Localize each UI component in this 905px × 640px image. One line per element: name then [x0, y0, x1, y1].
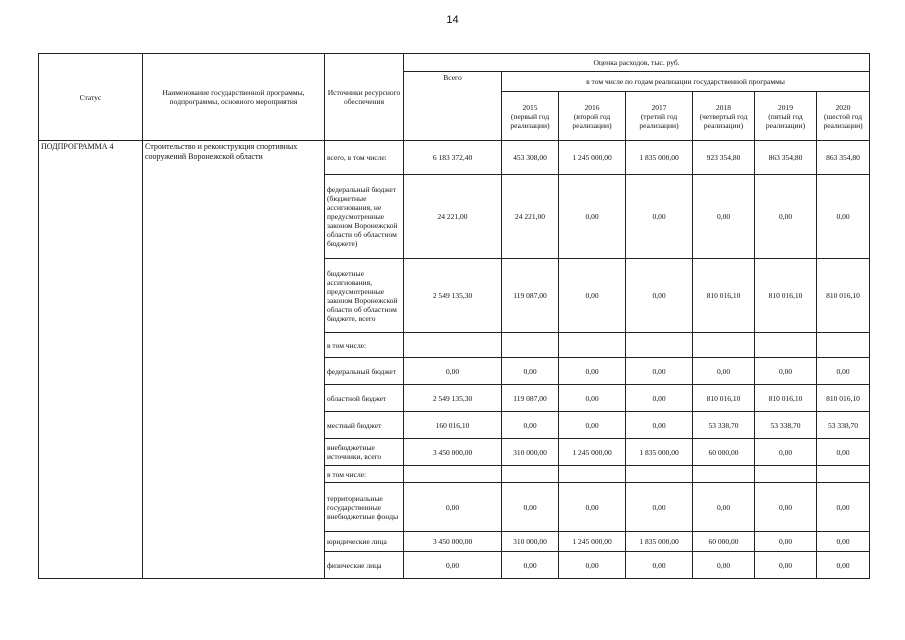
header-year-number: 2015 [522, 102, 538, 112]
value-cell-y2019: 810 016,10 [755, 385, 817, 412]
header-year-label: (второй год реализации) [572, 111, 612, 130]
source-cell: областной бюджет [325, 385, 404, 412]
value-cell-total: 2 549 135,30 [404, 259, 502, 333]
header-year-label: (четвертый год реализации) [699, 111, 748, 130]
program-status: ПОДПРОГРАММА 4 [39, 141, 143, 579]
value-cell-y2020: 0,00 [817, 532, 870, 552]
value-cell-y2017: 0,00 [626, 259, 693, 333]
value-cell-y2016 [559, 333, 626, 358]
value-cell-total [404, 466, 502, 483]
header-year-label: (первый год реализации) [510, 111, 550, 130]
value-cell-y2017: 1 835 000,00 [626, 141, 693, 175]
value-cell-y2015: 24 221,00 [502, 175, 559, 259]
value-cell-y2019: 0,00 [755, 532, 817, 552]
header-year-2016 [559, 92, 626, 141]
value-cell-y2019: 810 016,10 [755, 259, 817, 333]
value-cell-y2017 [626, 333, 693, 358]
value-cell-y2015 [502, 466, 559, 483]
value-cell-y2020: 863 354,80 [817, 141, 870, 175]
value-cell-y2016: 0,00 [559, 552, 626, 579]
value-cell-y2018: 0,00 [693, 552, 755, 579]
header-year-number: 2019 [778, 102, 793, 112]
value-cell-y2020: 53 338,70 [817, 412, 870, 439]
value-cell-y2015: 119 087,00 [502, 385, 559, 412]
value-cell-y2017: 1 835 000,00 [626, 532, 693, 552]
value-cell-total: 3 450 000,00 [404, 532, 502, 552]
value-cell-y2020: 0,00 [817, 175, 870, 259]
value-cell-y2020: 810 016,10 [817, 259, 870, 333]
source-cell: федеральный бюджет [325, 358, 404, 385]
source-cell: местный бюджет [325, 412, 404, 439]
value-cell-total: 0,00 [404, 358, 502, 385]
value-cell-y2020: 0,00 [817, 358, 870, 385]
value-cell-y2016: 0,00 [559, 412, 626, 439]
header-year-2017 [626, 92, 693, 141]
value-cell-y2017: 0,00 [626, 483, 693, 532]
value-cell-y2017: 0,00 [626, 175, 693, 259]
value-cell-y2016 [559, 466, 626, 483]
value-cell-y2018: 60 000,00 [693, 532, 755, 552]
program-name: Строительство и реконструкция спортивных сооружений Воронежской области [143, 141, 325, 579]
value-cell-y2016: 1 245 000,00 [559, 532, 626, 552]
value-cell-y2015: 0,00 [502, 358, 559, 385]
value-cell-y2015: 0,00 [502, 552, 559, 579]
source-cell: юридические лица [325, 532, 404, 552]
header-year-number: 2018 [716, 102, 731, 112]
page-number: 14 [446, 14, 459, 26]
value-cell-y2018: 0,00 [693, 483, 755, 532]
header-total: Всего [404, 72, 502, 141]
value-cell-y2019: 0,00 [755, 439, 817, 466]
value-cell-y2018: 923 354,80 [693, 141, 755, 175]
header-status: Статус [39, 54, 143, 141]
value-cell-y2018: 0,00 [693, 175, 755, 259]
value-cell-y2018: 0,00 [693, 358, 755, 385]
header-year-2018 [693, 92, 755, 141]
value-cell-total: 24 221,00 [404, 175, 502, 259]
value-cell-y2018 [693, 333, 755, 358]
header-year-label: (шестой год реализации) [823, 111, 863, 130]
value-cell-y2016: 0,00 [559, 385, 626, 412]
value-cell-y2017: 0,00 [626, 385, 693, 412]
value-cell-total: 160 016,10 [404, 412, 502, 439]
value-cell-y2019: 53 338,70 [755, 412, 817, 439]
header-year-number: 2016 [584, 102, 600, 112]
value-cell-y2020: 0,00 [817, 552, 870, 579]
header-year-2015 [502, 92, 559, 141]
header-year-number: 2020 [835, 102, 851, 112]
value-cell-total: 6 183 372,40 [404, 141, 502, 175]
source-cell: внебюджетные источники, всего [325, 439, 404, 466]
value-cell-y2020: 810 016,10 [817, 385, 870, 412]
value-cell-y2018: 810 016,10 [693, 385, 755, 412]
source-cell: физические лица [325, 552, 404, 579]
value-cell-y2015: 310 000,00 [502, 532, 559, 552]
source-cell: в том числе: [325, 466, 404, 483]
value-cell-y2016: 1 245 000,00 [559, 439, 626, 466]
value-cell-y2017: 0,00 [626, 412, 693, 439]
value-cell-y2018 [693, 466, 755, 483]
value-cell-y2015: 0,00 [502, 412, 559, 439]
source-cell: в том числе: [325, 333, 404, 358]
value-cell-y2015 [502, 333, 559, 358]
value-cell-y2016: 1 245 000,00 [559, 141, 626, 175]
value-cell-y2016: 0,00 [559, 175, 626, 259]
value-cell-y2017: 1 835 000,00 [626, 439, 693, 466]
value-cell-y2015: 0,00 [502, 483, 559, 532]
table-row [39, 141, 870, 175]
header-year-label: (третий год реализации) [639, 111, 679, 130]
value-cell-y2016: 0,00 [559, 358, 626, 385]
value-cell-y2019: 0,00 [755, 483, 817, 532]
value-cell-y2020 [817, 333, 870, 358]
value-cell-y2018: 810 016,10 [693, 259, 755, 333]
value-cell-total: 2 549 135,30 [404, 385, 502, 412]
value-cell-y2016: 0,00 [559, 483, 626, 532]
value-cell-y2015: 453 308,00 [502, 141, 559, 175]
value-cell-y2015: 310 000,00 [502, 439, 559, 466]
value-cell-total: 3 450 000,00 [404, 439, 502, 466]
value-cell-y2019: 863 354,80 [755, 141, 817, 175]
value-cell-y2018: 60 000,00 [693, 439, 755, 466]
value-cell-y2018: 53 338,70 [693, 412, 755, 439]
header-year-2020 [817, 92, 870, 141]
header-estimate: Оценка расходов, тыс. руб. [404, 54, 870, 72]
value-cell-y2016: 0,00 [559, 259, 626, 333]
value-cell-total: 0,00 [404, 483, 502, 532]
value-cell-y2020: 0,00 [817, 439, 870, 466]
header-year-2019 [755, 92, 817, 141]
budget-table [38, 53, 870, 579]
value-cell-y2015: 119 087,00 [502, 259, 559, 333]
value-cell-y2019 [755, 466, 817, 483]
value-cell-total [404, 333, 502, 358]
value-cell-y2017 [626, 466, 693, 483]
value-cell-y2020 [817, 466, 870, 483]
value-cell-y2019 [755, 333, 817, 358]
value-cell-y2017: 0,00 [626, 552, 693, 579]
source-cell: всего, в том числе: [325, 141, 404, 175]
header-year-label: (пятый год реализации) [765, 111, 806, 130]
header-year-number: 2017 [651, 102, 667, 112]
value-cell-y2017: 0,00 [626, 358, 693, 385]
header-by-years: в том числе по годам реализации государственной программы [502, 72, 870, 92]
source-cell: бюджетные ассигнования, предусмотренные законом Воронежской области об областном бюджете, всего [325, 259, 404, 333]
value-cell-y2020: 0,00 [817, 483, 870, 532]
header-sources: Источники ресурсного обеспечения [325, 54, 404, 141]
header-name: Наименование государственной программы, подпрограммы, основного мероприятия [143, 54, 325, 141]
value-cell-y2019: 0,00 [755, 175, 817, 259]
source-cell: федеральный бюджет (бюджетные ассигнования, не предусмотренные законом Воронежской области об областном бюджете) [325, 175, 404, 259]
value-cell-y2019: 0,00 [755, 552, 817, 579]
value-cell-y2019: 0,00 [755, 358, 817, 385]
source-cell: территориальные государственные внебюджетные фонды [325, 483, 404, 532]
value-cell-total: 0,00 [404, 552, 502, 579]
